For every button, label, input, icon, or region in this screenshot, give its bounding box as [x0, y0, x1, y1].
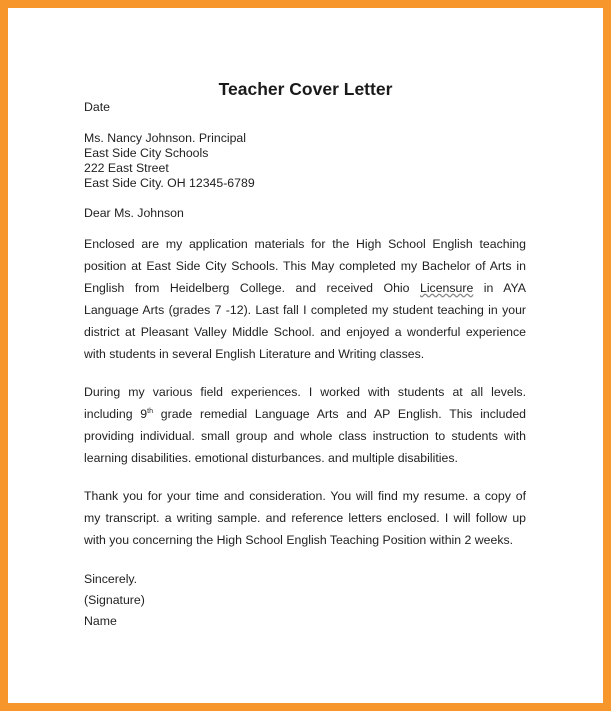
- recipient-organization: East Side City Schools: [84, 146, 209, 160]
- paragraph-3-line: with you concerning the High School English Teaching Position within 2 weeks.: [84, 533, 514, 547]
- paragraph-3-line: my transcript. a writing sample. and reference letters enclosed. I will follow up: [84, 511, 526, 525]
- paragraph-3-line: Thank you for your time and consideration. You will find my resume. a copy of: [84, 489, 526, 503]
- paragraph-2: [84, 381, 526, 469]
- paragraph-1-line: Language Arts (grades 7 -12). Last fall I completed my student teaching in your: [84, 303, 526, 317]
- recipient-city: East Side City. OH 12345-6789: [84, 176, 255, 190]
- text-run: grade remedial Language Arts and AP English. This included: [153, 407, 526, 421]
- closing: Sincerely.: [84, 572, 138, 586]
- text-run: in AYA: [473, 281, 526, 295]
- paragraph-1-line: with students in several English Literature and Writing classes.: [84, 347, 425, 361]
- text-run: English from Heidelberg College. and received Ohio: [84, 281, 420, 295]
- sender-name: Name: [84, 614, 117, 628]
- paragraph-1-line: [84, 277, 526, 299]
- text-run: including 9: [84, 407, 148, 421]
- recipient-name: Ms. Nancy Johnson. Principal: [84, 131, 246, 145]
- date-line: Date: [84, 100, 110, 114]
- paragraph-3: [84, 485, 526, 551]
- paragraph-2-line: [84, 403, 526, 425]
- paragraph-1-line: Enclosed are my application materials for the High School English teaching: [84, 237, 526, 251]
- paragraph-2-line: providing individual. small group and whole class instruction to students with: [84, 429, 526, 443]
- salutation: Dear Ms. Johnson: [84, 206, 184, 220]
- paragraph-2-line: learning disabilities. emotional disturbances. and multiple disabilities.: [84, 451, 458, 465]
- paragraph-2-line: During my various field experiences. I worked with students at all levels.: [84, 385, 526, 399]
- misspelled-word: Licensure: [419, 281, 474, 295]
- paragraph-1: [84, 233, 526, 365]
- ordinal-suffix: th: [147, 407, 153, 415]
- recipient-street: 222 East Street: [84, 161, 169, 175]
- letter-title: Teacher Cover Letter: [218, 79, 393, 99]
- signature: (Signature): [84, 593, 145, 607]
- paragraph-1-line: position at East Side City Schools. This May completed my Bachelor of Arts in: [84, 259, 526, 273]
- paragraph-1-line: district at Pleasant Valley Middle School. and enjoyed a wonderful experience: [84, 325, 526, 339]
